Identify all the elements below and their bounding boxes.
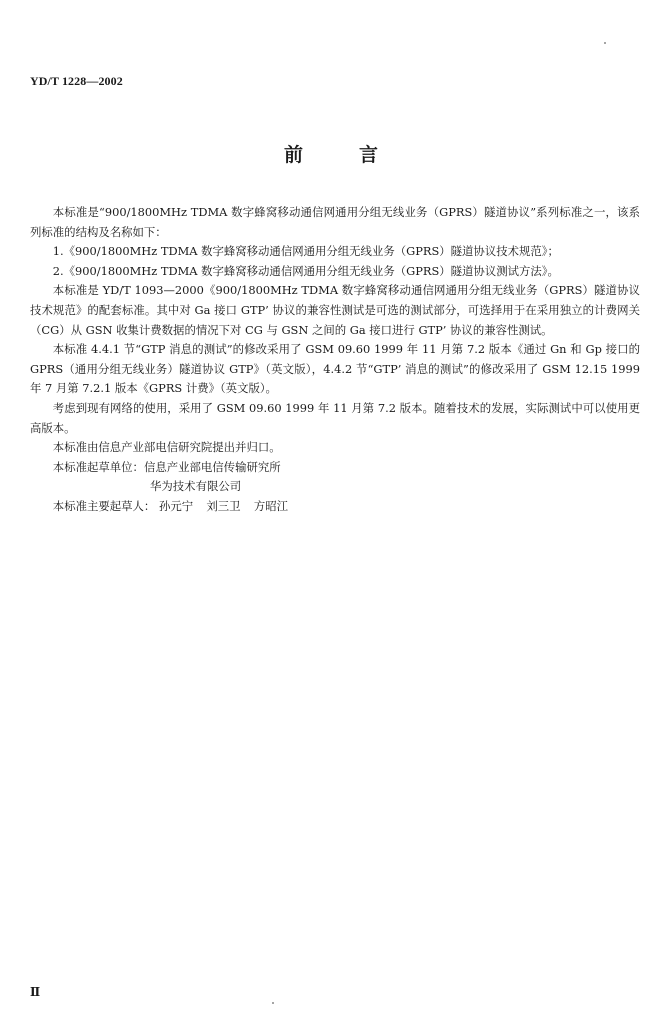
paragraph-list-item-2: 2.《900/1800MHz TDMA 数字蜂窝移动通信网通用分组无线业务（GPRS）隧道协议测试方法》。 (52, 263, 559, 278)
drafter-name: 孙元宁 (158, 498, 194, 513)
drafting-unit-2: 华为技术有限公司 (150, 479, 242, 494)
drafter-name: 刘三卫 (206, 498, 241, 513)
drafting-units-label: 本标准起草单位： (52, 459, 144, 474)
page-number: Ⅱ (30, 985, 41, 999)
drafting-unit-2-line (30, 477, 640, 497)
drafter-name: 方昭江 (253, 498, 289, 513)
paragraph-list-item-1: 1.《900/1800MHz TDMA 数字蜂窝移动通信网通用分组无线业务（GPRS）隧道协议技术规范》； (52, 244, 559, 259)
scan-speck (604, 42, 606, 44)
paragraph-version-note: 考虑到现有网络的使用，采用了 GSM 09.60 1999 年 11 月第 7.2 版本。随着技术的发展，实际测试中可以使用更高版本。 (30, 400, 640, 435)
standard-code: YD/T 1228—2002 (30, 74, 123, 88)
drafters-line (30, 497, 640, 517)
preface-body (30, 203, 640, 517)
paragraph-proposer: 本标准由信息产业部电信研究院提出并归口。 (52, 440, 281, 455)
paragraph-companion-standard: 本标准是 YD/T 1093—2000《900/1800MHz TDMA 数字蜂窝移动通信网通用分组无线业务（GPRS）隧道协议技术规范》的配套标准。其中对 Ga 接口 GTP’ 协议的兼容性测试是可选的测试部分，可选择用于在采用独立的计费网关（CG）从 GSN 收集计费数据的情况下对 CG 与 GSN 之间的 Ga 接口进行 GTP’ 协议的兼容性测试。 (30, 283, 640, 337)
scan-speck (272, 1002, 274, 1004)
drafting-units-line (30, 458, 640, 478)
paragraph-series-intro: 本标准是“900/1800MHz TDMA 数字蜂窝移动通信网通用分组无线业务（GPRS）隧道协议”系列标准之一，该系列标准的结构及名称如下： (30, 205, 640, 239)
drafting-unit-1: 信息产业部电信传输研究所 (143, 459, 281, 474)
page-title: 前言 (283, 144, 434, 166)
paragraph-adoption: 本标准 4.4.1 节“GTP 消息的测试”的修改采用了 GSM 09.60 1999 年 11 月第 7.2 版本《通过 Gn 和 Gp 接口的 GPRS（通用分组无线业务）隧道协议 GTP》（英文版），4.4.2 节“GTP’ 消息的测试”的修改采用了 GSM 12.15 1999 年 7 月第 7.2.1 版本《GPRS 计费》（英文版）。 (30, 342, 640, 396)
drafters-label: 本标准主要起草人： (52, 498, 156, 513)
